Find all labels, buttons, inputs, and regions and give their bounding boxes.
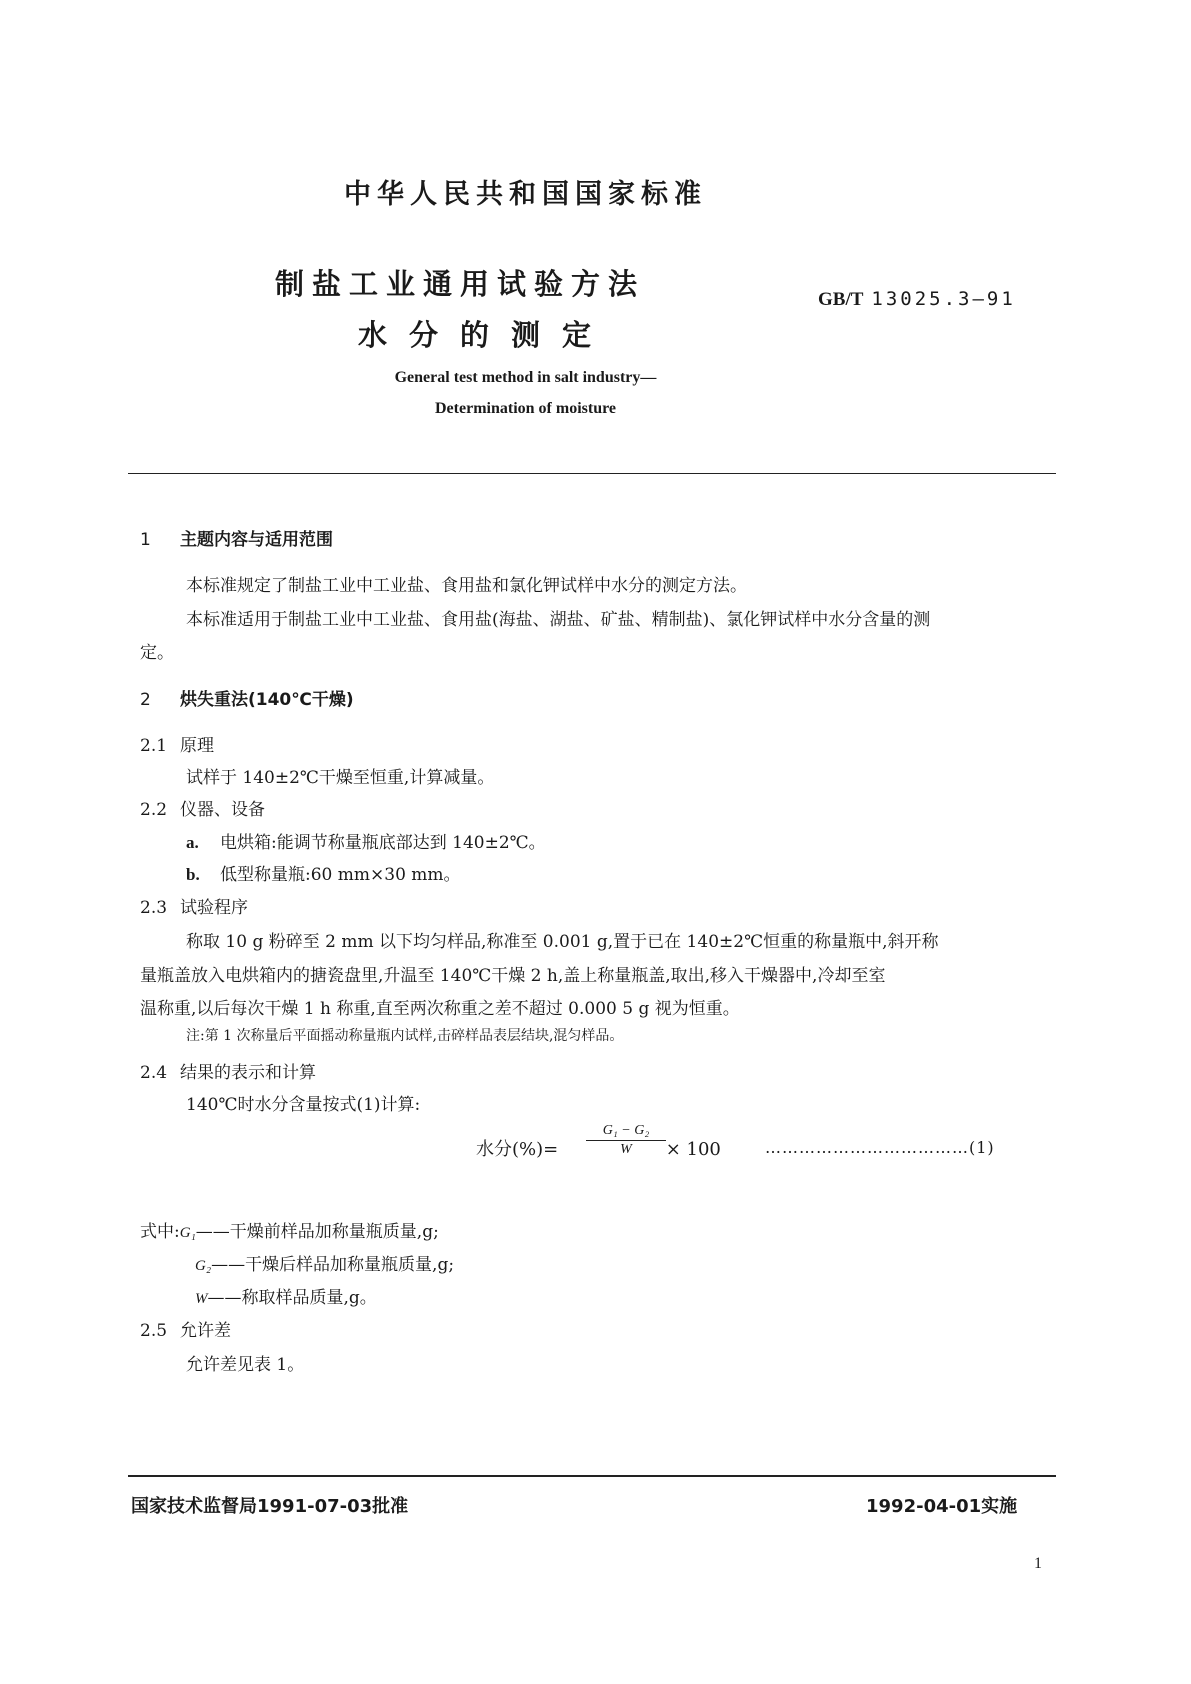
national-standard-heading: 中华人民共和国国家标准 xyxy=(344,179,707,210)
section-2-5-heading: 2.5 允许差 xyxy=(140,1321,231,1341)
standard-prefix: GB/T xyxy=(818,289,864,310)
section-2-2-item-a: a. 电烘箱:能调节称量瓶底部达到 140±2℃。 xyxy=(186,833,546,853)
where-g1: 式中:G₁——干燥前样品加称量瓶质量,g; xyxy=(140,1222,439,1242)
section-2-2-heading: 2.2 仪器、设备 xyxy=(140,800,265,820)
section-1-para2-line2: 定。 xyxy=(140,643,174,663)
section-2-3-line3: 温称重,以后每次干燥 1 h 称重,直至两次称重之差不超过 0.000 5 g 视为恒重。 xyxy=(140,999,740,1019)
formula-fraction xyxy=(586,1123,666,1158)
header-divider xyxy=(128,473,1056,474)
where-g2: G₂——干燥后样品加称量瓶质量,g; xyxy=(195,1255,455,1275)
footer-divider xyxy=(128,1475,1056,1477)
section-2-3-line2: 量瓶盖放入电烘箱内的搪瓷盘里,升温至 140℃干燥 2 h,盖上称量瓶盖,取出,移入干燥器中,冷却至室 xyxy=(140,966,886,986)
moisture-formula xyxy=(476,1123,721,1161)
section-2-1-heading: 2.1 原理 xyxy=(140,736,214,756)
section-1-para2-line1: 本标准适用于制盐工业中工业盐、食用盐(海盐、湖盐、矿盐、精制盐)、氯化钾试样中水分含量的测 xyxy=(186,610,931,630)
implementation-date: 1992-04-01实施 xyxy=(866,1496,1018,1517)
section-2-3-note: 注:第 1 次称量后平面摇动称量瓶内试样,击碎样品表层结块,混匀样品。 xyxy=(186,1028,624,1044)
formula-lhs: 水分(%)= xyxy=(476,1139,559,1160)
section-2-heading: 2 烘失重法(140℃干燥) xyxy=(140,690,354,710)
approval-date: 国家技术监督局1991-07-03批准 xyxy=(131,1496,409,1517)
where-w: W——称取样品质量,g。 xyxy=(195,1288,377,1308)
section-2-2-item-b: b. 低型称量瓶:60 mm×30 mm。 xyxy=(186,865,461,885)
formula-equation-number: ………………………………(1) xyxy=(765,1138,995,1157)
section-2-5-text: 允许差见表 1。 xyxy=(186,1355,305,1375)
section-2-3-line1: 称取 10 g 粉碎至 2 mm 以下均匀样品,称准至 0.001 g,置于已在 140±2℃恒重的称量瓶中,斜开称 xyxy=(186,932,939,952)
section-2-4-heading: 2.4 结果的表示和计算 xyxy=(140,1063,316,1083)
english-title-line1: General test method in salt industry— xyxy=(394,369,657,386)
standard-number: 13025.3—91 xyxy=(871,288,1016,310)
english-title-line2: Determination of moisture xyxy=(435,400,616,417)
section-2-4-text: 140℃时水分含量按式(1)计算: xyxy=(186,1095,421,1115)
section-1-heading: 1 主题内容与适用范围 xyxy=(140,530,333,550)
section-2-3-heading: 2.3 试验程序 xyxy=(140,898,248,918)
formula-times: × 100 xyxy=(665,1139,721,1160)
page-number: 1 xyxy=(1034,1555,1042,1572)
chinese-title-line1: 制盐工业通用试验方法 xyxy=(275,267,646,301)
section-2-1-text: 试样于 140±2℃干燥至恒重,计算减量。 xyxy=(186,768,495,788)
formula-denominator: W xyxy=(620,1142,632,1157)
chinese-title-line2: 水分的测定 xyxy=(358,318,614,352)
section-1-para1: 本标准规定了制盐工业中工业盐、食用盐和氯化钾试样中水分的测定方法。 xyxy=(186,576,747,596)
standard-code xyxy=(818,288,1016,311)
formula-numerator: G₁ − G₂ xyxy=(586,1123,666,1141)
